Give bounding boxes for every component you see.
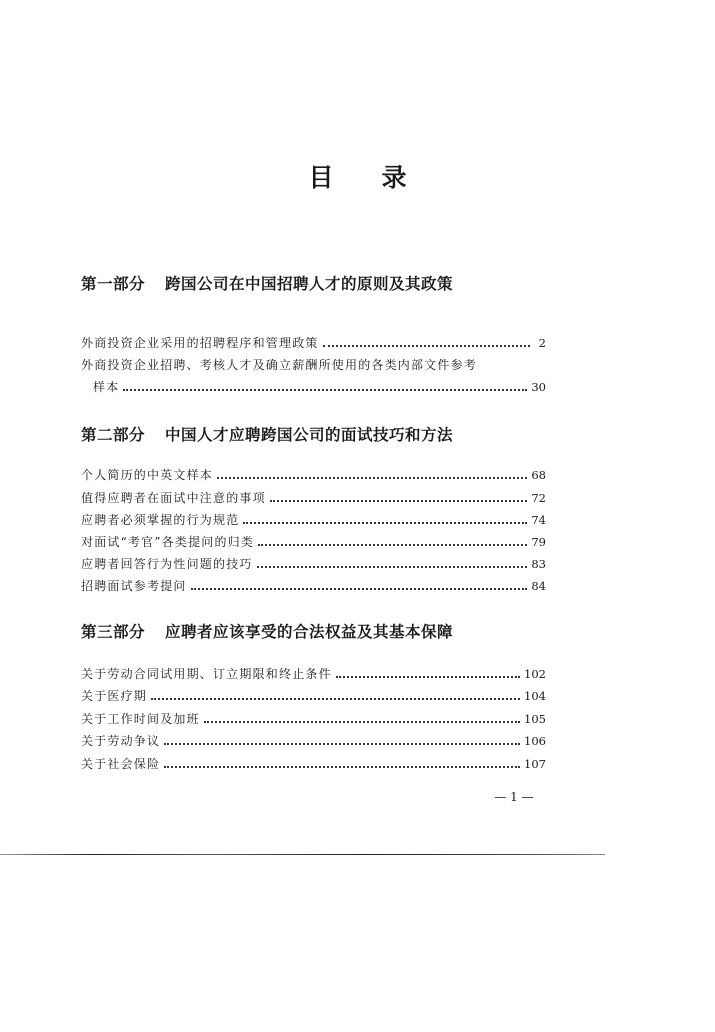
page-number: — 1 — <box>494 790 534 804</box>
toc-entry-page: 30 <box>531 380 546 394</box>
toc-entry[interactable] <box>81 710 546 728</box>
dot-leader <box>270 500 528 502</box>
toc-entry-page: 84 <box>531 579 546 593</box>
part-1-title: 跨国公司在中国招聘人才的原则及其政策 <box>165 275 454 293</box>
dot-leader <box>258 544 527 546</box>
toc-entry-page: 104 <box>524 689 546 703</box>
dot-leader <box>151 698 520 700</box>
toc-entry-page: 72 <box>531 491 546 505</box>
toc-entry-page: 74 <box>531 513 546 527</box>
part-3-heading <box>81 621 551 643</box>
part-1-number: 第一部分 <box>81 275 146 293</box>
toc-entry[interactable] <box>81 687 546 705</box>
toc-entry[interactable] <box>81 665 546 683</box>
toc-entry[interactable] <box>81 732 546 750</box>
toc-entry[interactable] <box>81 511 546 529</box>
part-3-title: 应聘者应该享受的合法权益及其基本保障 <box>165 623 454 641</box>
toc-entry-page: 2 <box>538 336 546 350</box>
toc-entry-title-line1: 外商投资企业招聘、考核人才及确立薪酬所使用的各类内部文件参考 <box>81 358 478 372</box>
toc-entry-page: 79 <box>531 535 546 549</box>
toc-entry-title: 关于劳动争议 <box>81 734 161 748</box>
toc-entry-title: 外商投资企业采用的招聘程序和管理政策 <box>81 336 319 350</box>
dot-leader <box>123 389 527 391</box>
toc-entry[interactable] <box>81 466 546 484</box>
dot-leader <box>257 566 528 568</box>
part-1-heading <box>81 273 551 295</box>
toc-entry-title: 招聘面试参考提问 <box>81 579 187 593</box>
toc-entry-page: 68 <box>531 468 546 482</box>
toc-entry-title: 应聘者回答行为性问题的技巧 <box>81 557 253 571</box>
bottom-rule <box>0 854 605 855</box>
part-2-heading <box>81 424 551 446</box>
toc-entry-page: 106 <box>524 734 546 748</box>
toc-entry[interactable] <box>81 755 546 773</box>
part-2-title: 中国人才应聘跨国公司的面试技巧和方法 <box>165 426 454 444</box>
part-3-number: 第三部分 <box>81 623 146 641</box>
toc-entry-title: 对面试“考官”各类提问的归类 <box>81 535 255 549</box>
toc-entry-title: 关于社会保险 <box>81 757 161 771</box>
toc-entry-title: 值得应聘者在面试中注意的事项 <box>81 491 266 505</box>
toc-entry[interactable] <box>81 577 546 595</box>
dot-leader <box>336 676 520 678</box>
toc-entry-page: 105 <box>524 712 546 726</box>
page-title: 目录 <box>308 163 455 192</box>
dot-leader <box>191 588 528 590</box>
toc-entry-title: 应聘者必须掌握的行为规范 <box>81 513 240 527</box>
dot-leader <box>204 721 520 723</box>
dot-leader <box>243 522 527 524</box>
toc-entry-title: 个人简历的中英文样本 <box>81 468 214 482</box>
toc-entry-page: 83 <box>531 557 546 571</box>
toc-entry[interactable] <box>81 489 546 507</box>
toc-entry-title: 关于劳动合同试用期、订立期限和终止条件 <box>81 667 332 681</box>
toc-entry-title: 关于医疗期 <box>81 689 148 703</box>
dot-leader <box>323 345 530 347</box>
toc-entry[interactable] <box>81 334 546 352</box>
dot-leader <box>217 477 527 479</box>
part-2-number: 第二部分 <box>81 426 146 444</box>
toc-entry-page: 102 <box>524 667 546 681</box>
dot-leader <box>164 766 520 768</box>
toc-entry-title: 关于工作时间及加班 <box>81 712 200 726</box>
toc-entry[interactable] <box>81 533 546 551</box>
toc-entry[interactable] <box>81 555 546 573</box>
toc-entry-page: 107 <box>524 757 546 771</box>
toc-entry-title: 样本 <box>93 380 120 394</box>
dot-leader <box>164 743 520 745</box>
toc-entry[interactable] <box>93 378 546 396</box>
